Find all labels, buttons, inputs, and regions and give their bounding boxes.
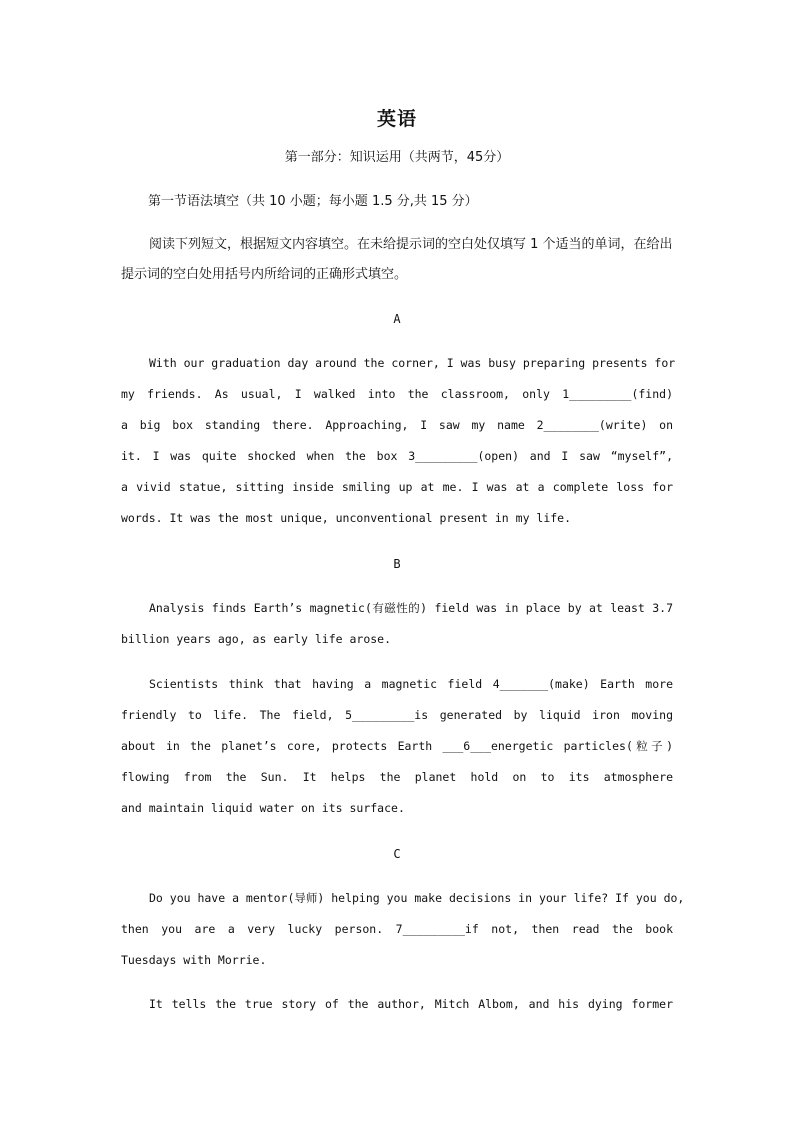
passage-a xyxy=(121,348,676,534)
section-heading: 第一节语法填空（共 10 小题；每小题 1.5 分,共 15 分） xyxy=(148,194,478,209)
passage-line: Analysis finds Earth’s magnetic(有磁性的) field was in place by at least 3.7 xyxy=(149,601,673,615)
page-title: 英语 xyxy=(376,108,417,130)
part-heading: 第一部分：知识运用（共两节，45分） xyxy=(284,150,510,165)
passage-line: words. It was the most unique, unconventional present in my life. xyxy=(121,511,572,525)
passage-label-a: A xyxy=(393,312,401,326)
passage-line: Scientists think that having a magnetic field 4_______(make) Earth more xyxy=(149,677,673,691)
passage-line: With our graduation day around the corner, I was busy preparing presents for xyxy=(149,356,676,370)
passage-b-paragraph-2 xyxy=(121,669,673,824)
passage-c-paragraph-2 xyxy=(121,989,673,1020)
passage-line: flowing from the Sun. It helps the planet hold on to its atmosphere xyxy=(121,770,673,784)
passage-line: and maintain liquid water on its surface. xyxy=(121,801,405,815)
passage-line: It tells the true story of the author, Mitch Albom, and his dying former xyxy=(149,997,673,1011)
passage-label-c: C xyxy=(393,847,401,861)
passage-line: Do you have a mentor(导师) helping you make decisions in your life? If you do, xyxy=(149,891,685,905)
passage-line: my friends. As usual, I walked into the classroom, only 1_________(find) xyxy=(121,387,673,401)
passage-line: it. I was quite shocked when the box 3_________(open) and I saw “myself”, xyxy=(121,449,673,463)
passage-line: about in the planet’s core, protects Earth ___6___energetic particles(粒子) xyxy=(121,739,673,753)
instructions: 阅读下列短文，根据短文内容填空。在未给提示词的空白处仅填写 1 个适当的单词，在给出提示词的空白处用括号内所给词的正确形式填空。 xyxy=(121,237,673,282)
passage-label-b: B xyxy=(393,557,401,571)
passage-line: friendly to life. The field, 5_________is generated by liquid iron moving xyxy=(121,708,673,722)
passage-line: Tuesdays with Morrie. xyxy=(121,953,267,967)
passage-b-paragraph-1 xyxy=(121,593,673,655)
passage-c-paragraph-1 xyxy=(121,883,685,976)
passage-line: a vivid statue, sitting inside smiling up at me. I was at a complete loss for xyxy=(121,480,673,494)
passage-line: then you are a very lucky person. 7_________if not, then read the book xyxy=(121,922,673,936)
passage-line: a big box standing there. Approaching, I saw my name 2________(write) on xyxy=(121,418,673,432)
passage-line: billion years ago, as early life arose. xyxy=(121,632,392,646)
